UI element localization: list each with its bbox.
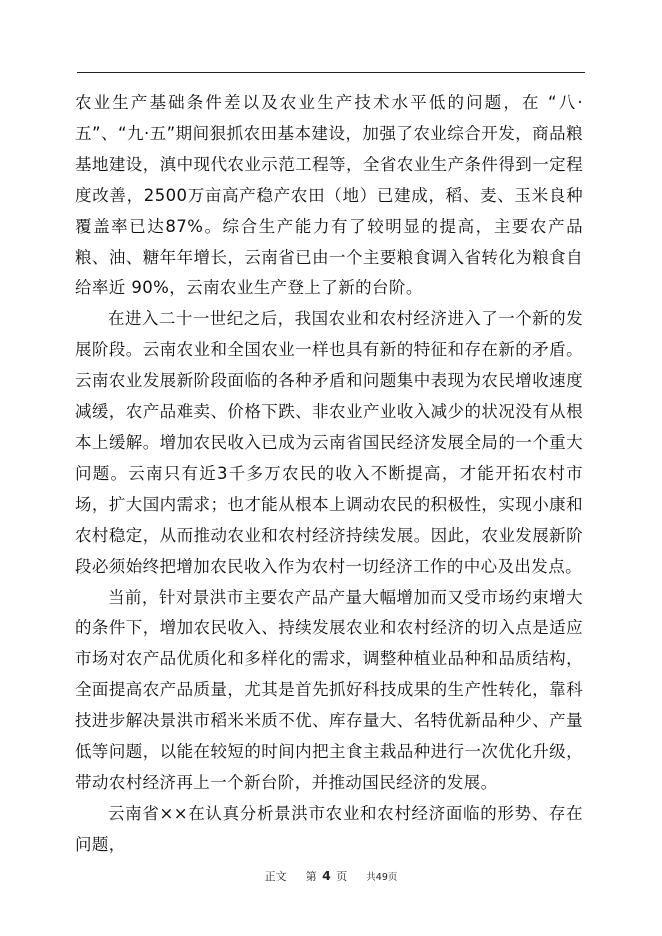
header-rule bbox=[77, 72, 585, 73]
footer-total-pages: 共49页 bbox=[366, 872, 398, 883]
paragraph-1: 农业生产基础条件差以及农业生产技术水平低的问题，在 “八·五”、“九·五”期间狠抓农田基本建设，加强了农业综合开发，商品粮基地建设，滇中现代农业示范工程等，全省农业生产条件得到一定程度改善，2500万亩高产稳产农田（地）已建成，稻、麦、玉米良种覆盖率已达87%。综合生产能力有了较明显的提高，主要农产品粮、油、糖年年增长，云南省已由一个主要粮食调入省转化为粮食自给率近 90%，云南农业生产登上了新的台阶。 bbox=[75, 93, 583, 298]
paragraph-3: 当前，针对景洪市主要农产品产量大幅增加而又受市场约束增大的条件下，增加农民收入、持续发展农业和农村经济的切入点是适应市场对农产品优质化和多样化的需求，调整种植业品种和品质结构，全面提高农产品质量，尤其是首先抓好科技成果的生产性转化，靠科技进步解决景洪市稻米米质不优、库存量大、名特优新品种少、产量低等问题，以能在较短的时间内把主食主栽品种进行一次优化升级，带动农村经济再上一个新台阶，并推动国民经济的发展。 bbox=[75, 587, 583, 792]
footer-section: 正文 bbox=[264, 870, 287, 883]
paragraph-2: 在进入二十一世纪之后，我国农业和农村经济进入了一个新的发展阶段。云南农业和全国农业一样也具有新的特征和存在新的矛盾。云南农业发展新阶段面临的各种矛盾和问题集中表现为农民增收速度减缓，农产品难卖、价格下跌、非农业产业收入减少的状况没有从根本上缓解。增加农民收入已成为云南省国民经济发展全局的一个重大问题。云南只有近3千多万农民的收入不断提高，才能开拓农村市场，扩大国内需求；也才能从根本上调动农民的积极性，实现小康和农村稳定，从而推动农业和农村经济持续发展。因此，农业发展新阶段必须始终把增加农民收入作为农村一切经济工作的中心及出发点。 bbox=[75, 309, 583, 576]
paragraph-4: 云南省××在认真分析景洪市农业和农村经济面临的形势、存在问题， bbox=[75, 803, 583, 854]
page-footer bbox=[0, 868, 662, 884]
footer-page-number: 4 bbox=[322, 868, 331, 883]
document-body bbox=[75, 88, 583, 861]
footer-page-suffix: 页 bbox=[336, 870, 348, 883]
footer-page-prefix: 第 bbox=[305, 870, 317, 883]
